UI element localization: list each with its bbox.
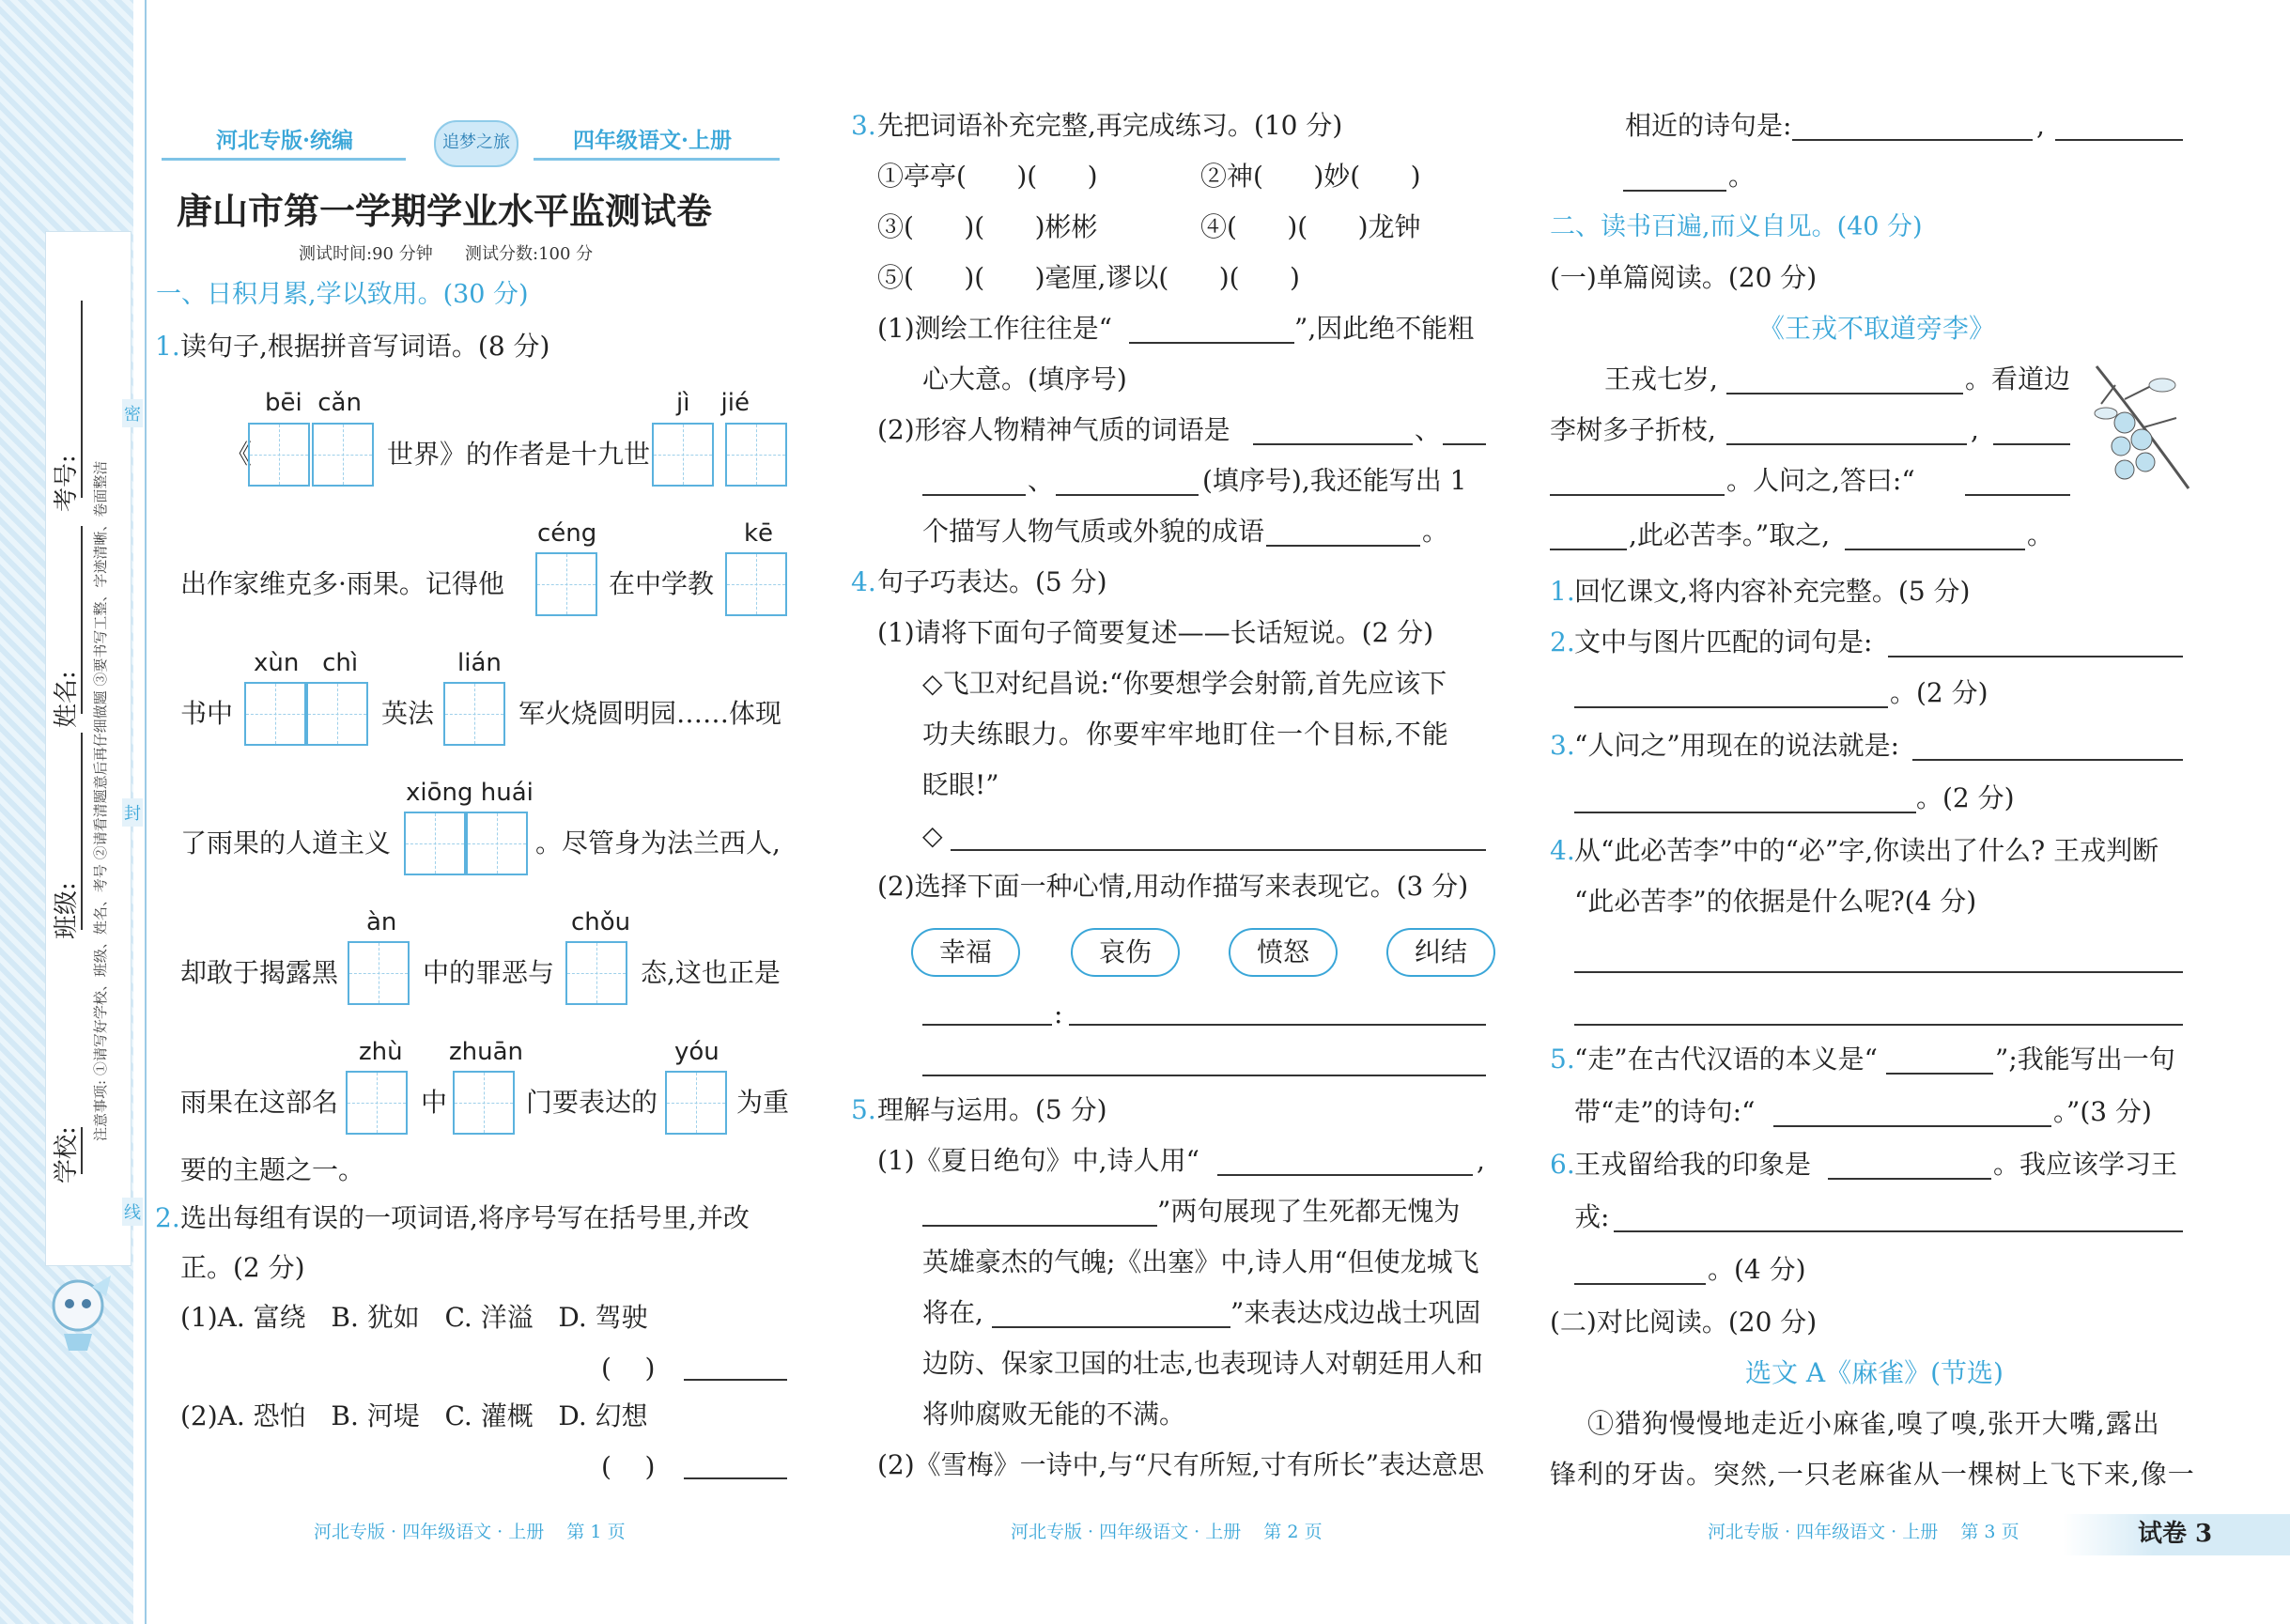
answer-line[interactable] (1550, 494, 1725, 496)
q2-number: 2. (155, 1202, 180, 1233)
answer-line[interactable] (1574, 1283, 1706, 1285)
char-box[interactable] (312, 423, 374, 487)
qa2-text: 文中与图片匹配的词句是: (1574, 626, 1873, 657)
char-box[interactable] (725, 552, 787, 616)
answer-line[interactable] (1965, 494, 2070, 496)
poem-l2a: 李树多子折枝, (1550, 414, 1716, 445)
pinyin-an: àn (366, 908, 397, 936)
poem-l2b: , (1971, 414, 1979, 445)
q4-passage-3: 眨眼!” (922, 769, 999, 800)
seal-mi: 密 (122, 399, 143, 427)
answer-line[interactable] (922, 1075, 1486, 1076)
pinyin-xionghuai: xiōng huái (406, 779, 534, 807)
qa5-c: 带“走”的诗句:“ (1574, 1096, 1756, 1127)
binding-line (145, 0, 147, 1624)
r1-text: 世界》的作者是十九世 (387, 439, 651, 470)
q2-text-a: 选出每组有误的一项词语,将序号写在括号里,并改 (180, 1202, 750, 1233)
r6-text-a: 雨果在这部名 (180, 1087, 339, 1118)
char-box[interactable] (248, 423, 310, 487)
pinyin-lian: lián (457, 649, 502, 677)
qa3-score: 。(2 分) (1916, 782, 2015, 813)
r7-text: 要的主题之一。 (180, 1154, 365, 1185)
qa6-number: 6. (1550, 1149, 1575, 1180)
r6-text-d: 为重 (736, 1087, 790, 1118)
answer-line[interactable] (922, 1225, 1157, 1227)
answer-line[interactable] (1614, 1230, 2183, 1232)
char-box[interactable] (565, 941, 627, 1005)
r5-text-a: 却敢于揭露黑 (180, 957, 339, 988)
qa6-a: 王戎留给我的印象是 (1574, 1149, 1812, 1180)
answer-line[interactable] (1845, 549, 2025, 550)
q5-b: ”两句展现了生死都无愧为 (1157, 1196, 1461, 1227)
r3-text-a: 书中 (180, 698, 234, 729)
answer-line[interactable] (922, 1024, 1052, 1026)
q5-number: 5. (851, 1094, 876, 1125)
poem-l4a: ,此必苦李。”取之, (1629, 519, 1831, 550)
passage-title: 《王戎不取道旁李》 (1758, 313, 1996, 344)
q3-s2a: (2)形容人物精神气质的词语是 (877, 414, 1230, 445)
answer-line[interactable] (1574, 1024, 2183, 1026)
answer-line[interactable] (1993, 443, 2070, 445)
selection-a-p1: ①猎狗慢慢地走近小麻雀,嗅了嗅,张开大嘴,露出 (1587, 1408, 2160, 1439)
char-box[interactable] (348, 941, 410, 1005)
q2-option-1: (1)A. 富绕 B. 犹如 C. 洋溢 D. 驾驶 (180, 1302, 648, 1333)
q2-paren-2[interactable]: ( ) (601, 1451, 656, 1482)
answer-line[interactable] (922, 494, 1026, 496)
name-label: 姓名: (53, 671, 81, 728)
pinyin-you: yóu (674, 1038, 719, 1066)
logo-badge: 追梦之旅 (434, 120, 518, 167)
selection-a-p2: 锋利的牙齿。突然,一只老麻雀从一棵树上飞下来,像一 (1550, 1459, 2195, 1490)
qa5-number: 5. (1550, 1044, 1575, 1075)
paper-tag: 试卷 3 (2138, 1520, 2213, 1548)
seal-xian: 线 (122, 1198, 143, 1226)
pinyin-xunchi: xùn chì (254, 649, 359, 677)
school-label: 学校: (53, 1126, 81, 1183)
q5-d: 将在, (922, 1297, 983, 1328)
q1-text: 读句子,根据拼音写词语。(8 分) (180, 331, 550, 362)
qa1-text: 回忆课文,将内容补充完整。(5 分) (1574, 576, 1971, 607)
r5-text-c: 态,这也正是 (641, 957, 781, 988)
q1-number: 1. (155, 331, 180, 362)
q5-h: (2)《雪梅》一诗中,与“尺有所短,寸有所长”表达意思 (877, 1449, 1485, 1480)
word-1: ①亭亭( )( ) (877, 161, 1098, 192)
poem-l1b: 。看道边 (1965, 363, 2071, 394)
pinyin-beican: bēi cǎn (265, 389, 362, 417)
school-line[interactable] (81, 1127, 83, 1174)
answer-line[interactable] (2055, 139, 2183, 141)
seal-feng: 封 (122, 798, 143, 827)
header-right: 四年级语文·上册 (573, 128, 733, 153)
answer-line[interactable] (1773, 1125, 2051, 1127)
char-box[interactable] (453, 1071, 515, 1135)
q3-s1b: ”,因此绝不能粗 (1294, 313, 1475, 344)
q3-s2e: 个描写人物气质或外貌的成语 (922, 516, 1265, 547)
pinyin-jijie: jì jié (676, 389, 750, 417)
q5-c: 英雄豪杰的气魄;《出塞》中,诗人用“但使龙城飞 (922, 1246, 1479, 1277)
q5-e: ”来表达戍边战士巩固 (1230, 1297, 1481, 1328)
test-info: 测试时间:90 分钟 测试分数:100 分 (299, 244, 594, 264)
answer-line[interactable] (992, 1326, 1230, 1328)
plum-branch-illustration (2087, 357, 2198, 498)
answer-line[interactable] (1069, 1024, 1486, 1026)
qa6-d: 。(4 分) (1708, 1254, 1806, 1285)
q3-s2b: 、 (1415, 414, 1442, 445)
q4-passage-2: 功夫练眼力。你要牢牢地盯住一个目标,不能 (922, 719, 1449, 750)
q4-sub1: (1)请将下面句子简要复述——长话短说。(2 分) (877, 617, 1434, 648)
pinyin-zhuan: zhuān (449, 1038, 524, 1066)
answer-line[interactable] (1828, 1178, 1991, 1180)
r3-text-b: 英法 (381, 698, 435, 729)
answer-line[interactable] (1266, 545, 1420, 547)
qa6-b: 。我应该学习王 (1993, 1149, 2178, 1180)
qa2-score: 。(2 分) (1890, 677, 1988, 708)
r1-pre: 《 (225, 439, 253, 470)
section-1-heading: 一、日积月累,学以致用。(30 分) (156, 280, 529, 309)
mood-cloud[interactable]: 愤怒 (1229, 928, 1338, 977)
r3-text-c: 军火烧圆明园……体现 (518, 698, 782, 729)
answer-line[interactable] (1253, 443, 1413, 445)
answer-line[interactable] (684, 1477, 787, 1479)
r4-text-b: 。尽管身为法兰西人, (535, 827, 781, 858)
student-info-panel (45, 231, 132, 1266)
answer-line[interactable] (1574, 706, 1888, 708)
name-line[interactable] (81, 526, 83, 714)
answer-line[interactable] (684, 1379, 787, 1381)
mood-cloud[interactable]: 纠结 (1386, 928, 1495, 977)
char-box[interactable] (725, 423, 787, 487)
q2-text-b: 正。(2 分) (180, 1252, 305, 1283)
answer-line[interactable] (1129, 342, 1294, 344)
answer-line[interactable] (1217, 1174, 1473, 1176)
char-box[interactable] (466, 812, 528, 875)
word-5: ⑤( )( )毫厘,谬以( )( ) (877, 262, 1300, 293)
answer-line[interactable] (1574, 971, 2183, 973)
qa4-number: 4. (1550, 835, 1575, 866)
r2-text-a: 出作家维克多·雨果。记得他 (180, 568, 504, 599)
r2-text-b: 在中学教 (609, 568, 715, 599)
selection-a-title: 选文 A《麻雀》(节选) (1745, 1357, 2004, 1388)
q3-s2c: 、 (1028, 465, 1055, 496)
answer-line[interactable] (1574, 812, 1916, 813)
q4-colon: : (1054, 998, 1063, 1029)
char-box[interactable] (443, 682, 505, 746)
examno-line[interactable] (81, 301, 83, 498)
q5-comma: , (1477, 1145, 1485, 1176)
page-1-footer: 河北专版 · 四年级语文 · 上册 第 1 页 (314, 1522, 626, 1542)
q5-a: (1)《夏日绝句》中,诗人用“ (877, 1145, 1199, 1176)
q4-sub2: (2)选择下面一种心情,用动作描写来表现它。(3 分) (877, 871, 1469, 902)
p3-comma: , (2036, 110, 2045, 141)
char-box[interactable] (404, 812, 466, 875)
part-1-heading: (一)单篇阅读。(20 分) (1550, 262, 1818, 293)
answer-line[interactable] (1056, 494, 1199, 496)
qa3-number: 3. (1550, 730, 1575, 761)
answer-line[interactable] (1726, 393, 1963, 394)
pinyin-zhu: zhù (359, 1038, 403, 1066)
q2-paren-1[interactable]: ( ) (601, 1353, 656, 1384)
mood-cloud[interactable]: 哀伤 (1071, 928, 1180, 977)
qa2-number: 2. (1550, 626, 1575, 657)
class-label: 班级: (53, 882, 81, 939)
pinyin-chou: chǒu (571, 908, 631, 936)
section-2-heading: 二、读书百遍,而义自见。(40 分) (1550, 212, 1923, 241)
answer-line[interactable] (1886, 1073, 1993, 1075)
q2-option-2: (2)A. 恐怕 B. 河堤 C. 灌概 D. 幻想 (180, 1400, 648, 1431)
page-2-footer: 河北专版 · 四年级语文 · 上册 第 2 页 (1011, 1522, 1323, 1542)
answer-line[interactable] (1888, 656, 2183, 657)
q3-s2f: 。 (1422, 516, 1449, 547)
r5-text-b: 中的罪恶与 (423, 957, 555, 988)
q3-number: 3. (851, 110, 876, 141)
qa4-text: 从“此必苦李”中的“必”字,你读出了什么? 王戎判断 (1574, 835, 2159, 866)
header-rule-left (162, 158, 406, 161)
qa1-number: 1. (1550, 576, 1575, 607)
r6-text-b: 中 (421, 1087, 448, 1118)
char-box[interactable] (652, 423, 714, 487)
header-rule-right (534, 158, 780, 161)
notice-text: 注意事项: ①请写好学校、班级、姓名、考号 ②请看清题意后再仔细做题 ③要书写工整、字迹清晰、卷面整洁 (92, 460, 109, 1141)
qa3-text: “人问之”用现在的说法就是: (1574, 730, 1900, 761)
char-box[interactable] (665, 1071, 727, 1135)
word-3: ③( )( )彬彬 (877, 211, 1098, 242)
q3-s1a: (1)测绘工作往往是“ (877, 313, 1112, 344)
poem-l3a: 。人问之,答曰:“ (1726, 465, 1915, 496)
part-2-heading: (二)对比阅读。(20 分) (1550, 1307, 1818, 1338)
r4-text-a: 了雨果的人道主义 (180, 827, 392, 858)
answer-line[interactable] (1792, 139, 2033, 141)
q4-diamond: ◇ (922, 820, 943, 851)
char-box[interactable] (346, 1071, 408, 1135)
char-box[interactable] (244, 682, 306, 746)
q4-number: 4. (851, 566, 876, 597)
q4-passage-1: ◇飞卫对纪昌说:“你要想学会射箭,首先应该下 (922, 668, 1447, 699)
header-left: 河北专版·统编 (216, 128, 354, 153)
poem-l4b: 。 (2027, 519, 2054, 550)
p3-cont-a: 相近的诗句是: (1625, 110, 1792, 141)
r6-text-c: 门要表达的 (526, 1087, 658, 1118)
page-3-footer: 河北专版 · 四年级语文 · 上册 第 3 页 (1708, 1522, 2019, 1542)
q5-text: 理解与运用。(5 分) (877, 1094, 1107, 1125)
qa4-text-b: “此必苦李”的依据是什么呢?(4 分) (1574, 886, 1977, 917)
page-title: 唐山市第一学期学业水平监测试卷 (177, 190, 713, 232)
pinyin-ceng: céng (537, 519, 597, 548)
q3-s2d: (填序号),我还能写出 1 (1202, 465, 1467, 496)
q5-f: 边防、保家卫国的壮志,也表现诗人对朝廷用人和 (922, 1348, 1483, 1379)
qa6-c: 戎: (1574, 1201, 1610, 1232)
char-box[interactable] (306, 682, 368, 746)
qa5-b: ”;我能写出一句 (1995, 1044, 2175, 1075)
word-2: ②神( )妙( ) (1200, 161, 1421, 192)
class-line[interactable] (81, 733, 83, 930)
q3-s1c: 心大意。(填序号) (922, 363, 1127, 394)
answer-line[interactable] (1623, 190, 1726, 192)
q5-g: 将帅腐败无能的不满。 (922, 1399, 1186, 1430)
q3-text: 先把词语补充完整,再完成练习。(10 分) (877, 110, 1343, 141)
answer-line[interactable] (1550, 549, 1627, 550)
mood-cloud[interactable]: 幸福 (911, 928, 1020, 977)
pinyin-ke: kē (744, 519, 774, 548)
examno-label: 考号: (53, 455, 81, 512)
answer-line[interactable] (1726, 443, 1967, 445)
q4-text: 句子巧表达。(5 分) (877, 566, 1107, 597)
mascot-icon (36, 1268, 120, 1353)
word-4: ④( )( )龙钟 (1200, 211, 1421, 242)
qa5-a: “走”在古代汉语的本义是“ (1574, 1044, 1878, 1075)
poem-l1a: 王戎七岁, (1604, 363, 1718, 394)
answer-line[interactable] (1443, 443, 1486, 445)
p3-cont-b: 。 (1728, 161, 1756, 192)
char-box[interactable] (535, 552, 597, 616)
answer-line[interactable] (951, 849, 1486, 851)
answer-line[interactable] (1912, 759, 2183, 761)
qa5-d: 。”(3 分) (2053, 1096, 2152, 1127)
